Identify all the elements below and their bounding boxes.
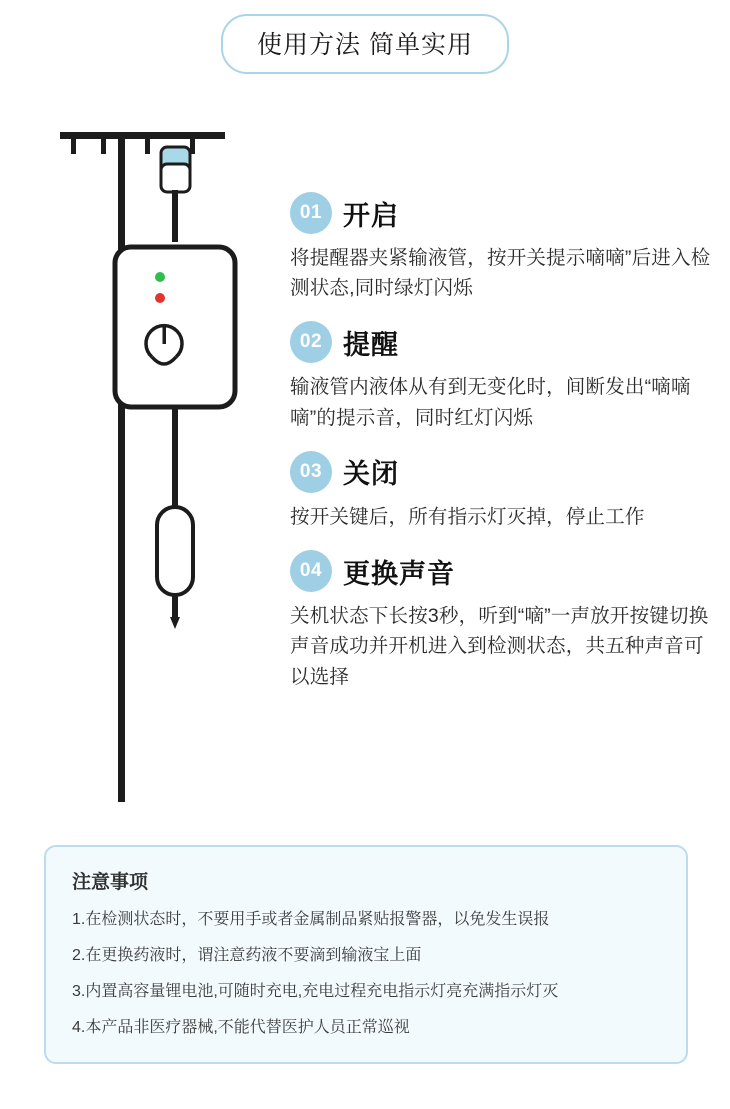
step-01-body: 将提醒器夹紧输液管，按开关提示嘀嘀”后进入检测状态,同时绿灯闪烁 [290,247,711,300]
step-03-body: 按开关键后，所有指示灯灭掉，停止工作 [290,505,645,528]
notes-title: 注意事项 [72,872,149,893]
illustration-column [0,102,290,802]
step-02-header [290,321,712,363]
green-led-icon [155,272,165,282]
top-bar-icon [60,132,225,139]
tube-upper-icon [172,190,178,242]
header [0,0,730,74]
steps-column [290,102,730,710]
step-02-badge: 02 [290,321,332,363]
needle-icon [170,617,180,629]
hook-icon [101,132,106,154]
step-03 [290,451,712,532]
step-01-badge: 01 [290,192,332,234]
red-led-icon [155,293,165,303]
drip-chamber-icon [161,164,190,192]
step-02-title: 提醒 [343,329,399,360]
note-item: 2.在更换药液时，谓注意药液不要滴到输液宝上面 [72,947,422,964]
step-04-badge: 04 [290,550,332,592]
step-03-header [290,451,712,493]
step-04 [290,550,712,692]
hook-icon [145,132,150,154]
tube-lower-icon [172,407,178,507]
step-01-header [290,192,712,234]
step-03-badge: 03 [290,451,332,493]
note-item: 3.内置高容量锂电池,可随时充电,充电过程充电指示灯亮充满指示灯灭 [72,983,559,1000]
step-04-header [290,550,712,592]
hook-icon [71,132,76,154]
main-content [0,74,730,802]
step-04-title: 更换声音 [343,558,455,589]
note-item: 1.在检测状态时，不要用手或者金属制品紧贴报警器，以免发生误报 [72,911,550,928]
tube-tip-icon [172,595,178,617]
device-body-icon [115,247,235,407]
step-02-body: 输液管内液体从有到无变化时，间断发出“嘀嘀嘀”的提示音，同时红灯闪烁 [290,376,691,429]
step-04-body: 关机状态下长按3秒，听到“嘀”一声放开按键切换声音成功并开机进入到检测状态，共五种声音可以选择 [290,605,709,688]
roller-clamp-icon [157,507,193,595]
iv-stand-illustration [0,102,290,802]
notes-box [44,845,688,1064]
step-03-title: 关闭 [343,459,399,490]
note-item: 4.本产品非医疗器械,不能代替医护人员正常巡视 [72,1019,410,1036]
step-01 [290,192,712,303]
pole-icon [118,132,125,802]
step-02 [290,321,712,432]
step-01-title: 开启 [343,200,399,231]
page-title: 使用方法 简单实用 [221,14,509,74]
